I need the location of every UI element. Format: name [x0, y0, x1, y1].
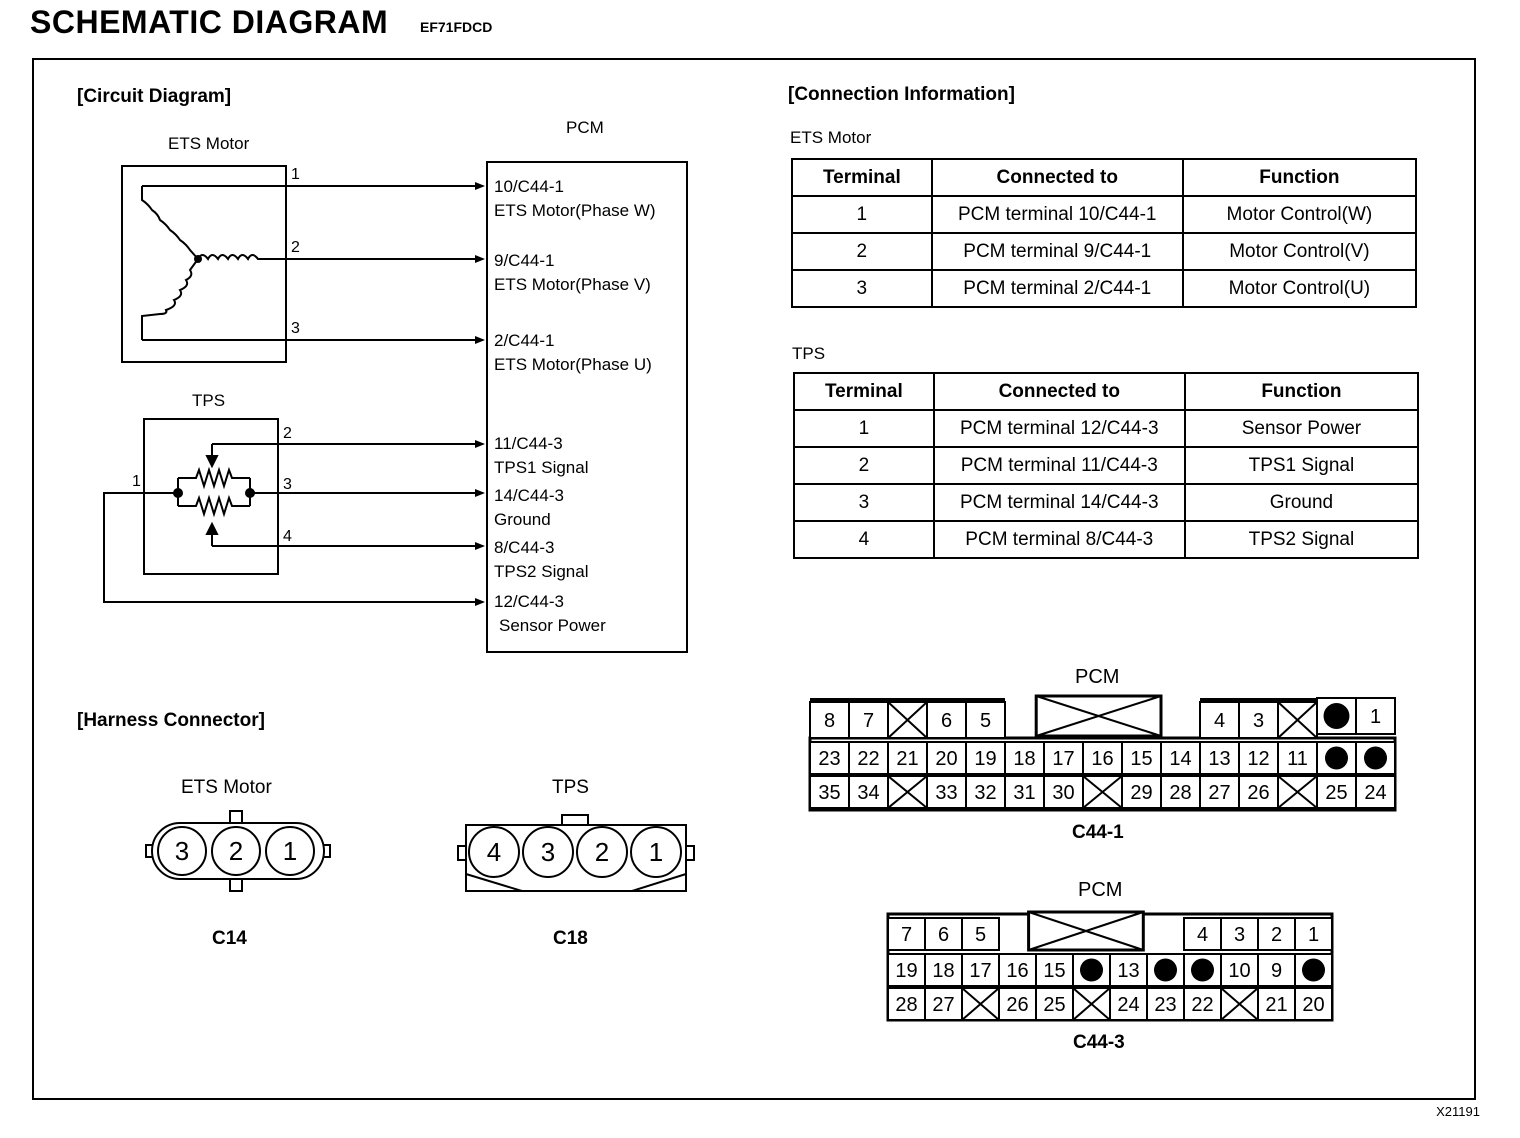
c44-1-pin: [1317, 742, 1356, 774]
pcm-label: PCM: [566, 118, 604, 137]
c18-pin-3-label: 3: [540, 837, 556, 867]
c44-3-pin: [888, 988, 925, 1020]
c18-label: TPS: [552, 777, 589, 798]
svg-text:9: 9: [1270, 960, 1283, 982]
tps-pin-2: 2: [283, 425, 292, 442]
c44-1-pin: [966, 742, 1005, 774]
pcm-signal-name: Ground: [494, 510, 551, 529]
c44-3-pin: [1258, 954, 1295, 986]
svg-text:1: 1: [1369, 706, 1382, 728]
table-header-row: [792, 159, 1416, 196]
header-connected-to: Connected to: [932, 159, 1183, 196]
svg-text:2: 2: [1270, 924, 1283, 946]
tps-table: [793, 372, 1419, 559]
c44-3-pin: [1147, 988, 1184, 1020]
c44-3-pin: [1258, 918, 1295, 950]
cell-terminal: 4: [794, 521, 934, 558]
c44-3-pin: [888, 954, 925, 986]
c14-label: ETS Motor: [181, 777, 272, 798]
cell-function: Motor Control(U): [1183, 270, 1416, 307]
pcm-signal-terminal: 12/C44-3: [494, 592, 564, 611]
c14-connector: [130, 805, 350, 895]
svg-text:20: 20: [935, 748, 958, 770]
svg-text:26: 26: [1247, 782, 1270, 804]
c14-pin-1-label: 1: [282, 836, 298, 866]
pcm-signal-4: [494, 484, 564, 532]
svg-text:12: 12: [1247, 748, 1270, 770]
document-code: EF71FDCD: [420, 19, 493, 35]
c44-1-pin: [1278, 742, 1317, 774]
c44-1-pin: [1200, 742, 1239, 774]
c44-1-pin: [1005, 776, 1044, 808]
svg-text:24: 24: [1117, 994, 1140, 1016]
resistor-2: [178, 498, 250, 514]
c44-3-pin: [925, 988, 962, 1020]
svg-text:33: 33: [935, 782, 958, 804]
c44-1-pin: [1278, 702, 1317, 738]
c44-1-pin: [1083, 776, 1122, 808]
svg-text:6: 6: [940, 710, 953, 732]
svg-text:15: 15: [1130, 748, 1153, 770]
c44-3-pin: [888, 918, 925, 950]
resistor-1: [178, 470, 250, 486]
c44-3-pin: [1221, 918, 1258, 950]
svg-text:13: 13: [1117, 960, 1140, 982]
pcm-signal-6: [494, 590, 606, 638]
connection-info-title: [Connection Information]: [788, 84, 1015, 105]
table-row: [794, 521, 1418, 558]
svg-text:24: 24: [1364, 782, 1387, 804]
c44-1-pin: [849, 702, 888, 738]
table-row: [792, 270, 1416, 307]
svg-text:6: 6: [937, 924, 950, 946]
cell-function: Motor Control(V): [1183, 233, 1416, 270]
header-connected-to: Connected to: [934, 373, 1185, 410]
cell-connected-to: PCM terminal 14/C44-3: [934, 484, 1185, 521]
svg-text:13: 13: [1208, 748, 1231, 770]
c44-3-pin: [1295, 918, 1332, 950]
header-terminal: Terminal: [794, 373, 934, 410]
c18-pin-1-label: 1: [648, 837, 664, 867]
page-title: SCHEMATIC DIAGRAM: [30, 4, 389, 40]
c44-3-pcm-label: PCM: [1078, 879, 1123, 901]
svg-text:27: 27: [932, 994, 955, 1016]
ets-motor-label: ETS Motor: [168, 134, 250, 153]
c44-3-pin: [1221, 988, 1258, 1020]
svg-text:17: 17: [1052, 748, 1075, 770]
tps-pin-1: 1: [132, 473, 141, 490]
c44-1-pin: [966, 702, 1005, 738]
svg-text:26: 26: [1006, 994, 1029, 1016]
cell-function: Sensor Power: [1185, 410, 1418, 447]
c44-1-pin: [810, 742, 849, 774]
c44-3-pin: [962, 988, 999, 1020]
c44-1-pin: [1356, 742, 1395, 774]
pcm-signal-name: ETS Motor(Phase V): [494, 275, 651, 294]
svg-text:35: 35: [818, 782, 841, 804]
ets-motor-box: [122, 166, 286, 362]
c44-3-pin: [1184, 918, 1221, 950]
cell-connected-to: PCM terminal 8/C44-3: [934, 521, 1185, 558]
c44-1-pin: [1239, 702, 1278, 738]
c44-3-pin: [1184, 988, 1221, 1020]
c44-1-connector: [800, 690, 1410, 820]
pcm-signal-name: Sensor Power: [499, 616, 606, 635]
c18-pin-2-label: 2: [594, 837, 610, 867]
svg-text:1: 1: [1307, 924, 1320, 946]
pcm-signal-name: TPS2 Signal: [494, 562, 589, 581]
figure-id: X21191: [1436, 1104, 1480, 1119]
cell-terminal: 3: [794, 484, 934, 521]
c44-3-pin: [1073, 954, 1110, 986]
pcm-signal-terminal: 2/C44-1: [494, 331, 555, 350]
c44-3-pin: [925, 954, 962, 986]
cell-terminal: 3: [792, 270, 932, 307]
c44-1-pin: [1200, 776, 1239, 808]
c44-3-pin: [962, 918, 999, 950]
harness-connector-title: [Harness Connector]: [77, 710, 265, 731]
c44-1-pin: [1239, 742, 1278, 774]
header-function: Function: [1183, 159, 1416, 196]
c44-1-pin: [810, 776, 849, 808]
ets-motor-table-caption: ETS Motor: [790, 128, 872, 147]
c44-3-pin: [925, 918, 962, 950]
ets-motor-table: [791, 158, 1417, 308]
svg-text:17: 17: [969, 960, 992, 982]
svg-text:21: 21: [896, 748, 919, 770]
c44-1-pin: [1278, 776, 1317, 808]
ets-pin-3: 3: [291, 320, 300, 337]
c44-3-pin: [1258, 988, 1295, 1020]
pcm-signal-terminal: 9/C44-1: [494, 251, 555, 270]
svg-text:28: 28: [895, 994, 918, 1016]
c44-3-connector: [880, 906, 1340, 1026]
svg-text:15: 15: [1043, 960, 1066, 982]
c44-1-pin: [1122, 776, 1161, 808]
cell-connected-to: PCM terminal 2/C44-1: [932, 270, 1183, 307]
svg-text:32: 32: [974, 782, 997, 804]
c44-1-pin: [1083, 742, 1122, 774]
cell-connected-to: PCM terminal 12/C44-3: [934, 410, 1185, 447]
pcm-signal-terminal: 11/C44-3: [494, 434, 563, 453]
svg-text:18: 18: [1013, 748, 1036, 770]
svg-text:7: 7: [862, 710, 875, 732]
winding-v: [198, 255, 266, 259]
c44-1-pin: [1317, 698, 1356, 734]
svg-text:16: 16: [1091, 748, 1114, 770]
cell-terminal: 2: [792, 233, 932, 270]
header-terminal: Terminal: [792, 159, 932, 196]
cell-terminal: 2: [794, 447, 934, 484]
table-row: [792, 233, 1416, 270]
ets-pin-1: 1: [291, 166, 300, 183]
c14-name: C14: [212, 928, 247, 949]
svg-text:14: 14: [1169, 748, 1192, 770]
c44-3-pin: [1036, 988, 1073, 1020]
ets-pin-2: 2: [291, 239, 300, 256]
svg-text:25: 25: [1325, 782, 1348, 804]
svg-text:4: 4: [1196, 924, 1209, 946]
c44-1-pin: [1200, 702, 1239, 738]
c14-pin-2-label: 2: [228, 836, 244, 866]
c44-1-pin: [1161, 742, 1200, 774]
c44-1-pin: [1044, 776, 1083, 808]
c44-3-pin: [1110, 988, 1147, 1020]
c44-1-pin: [927, 776, 966, 808]
circuit-diagram-title: [Circuit Diagram]: [77, 86, 232, 107]
table-row: [792, 196, 1416, 233]
c44-3-pin: [1073, 988, 1110, 1020]
svg-text:25: 25: [1043, 994, 1066, 1016]
svg-text:22: 22: [857, 748, 880, 770]
c44-1-pin: [1044, 742, 1083, 774]
c44-3-pin: [962, 954, 999, 986]
c44-1-pin: [810, 702, 849, 738]
svg-text:10: 10: [1228, 960, 1251, 982]
wire-tps-1: [104, 493, 483, 602]
c44-3-pin: [1295, 988, 1332, 1020]
svg-text:3: 3: [1252, 710, 1265, 732]
cell-connected-to: PCM terminal 11/C44-3: [934, 447, 1185, 484]
svg-text:11: 11: [1287, 748, 1308, 770]
cell-function: Ground: [1185, 484, 1418, 521]
c44-3-pin: [1295, 954, 1332, 986]
pcm-signal-name: ETS Motor(Phase W): [494, 201, 656, 220]
c44-1-pin: [1122, 742, 1161, 774]
c44-1-pin: [1161, 776, 1200, 808]
svg-text:20: 20: [1302, 994, 1325, 1016]
tps-label: TPS: [192, 391, 226, 410]
svg-text:29: 29: [1130, 782, 1153, 804]
svg-text:23: 23: [1154, 994, 1177, 1016]
c44-3-pin: [1221, 954, 1258, 986]
svg-text:7: 7: [900, 924, 913, 946]
svg-text:5: 5: [974, 924, 987, 946]
cell-connected-to: PCM terminal 9/C44-1: [932, 233, 1183, 270]
svg-text:31: 31: [1013, 782, 1036, 804]
cell-function: TPS2 Signal: [1185, 521, 1418, 558]
c44-1-pcm-label: PCM: [1075, 666, 1120, 688]
table-row: [794, 484, 1418, 521]
svg-text:3: 3: [1233, 924, 1246, 946]
svg-text:19: 19: [895, 960, 918, 982]
svg-text:4: 4: [1213, 710, 1226, 732]
c44-3-pin: [1036, 954, 1073, 986]
c44-3-name: C44-3: [1073, 1032, 1125, 1053]
c44-1-pin: [927, 742, 966, 774]
c44-3-pin: [999, 988, 1036, 1020]
pcm-signal-terminal: 8/C44-3: [494, 538, 555, 557]
svg-text:30: 30: [1052, 782, 1075, 804]
svg-text:8: 8: [823, 710, 836, 732]
svg-text:22: 22: [1191, 994, 1214, 1016]
c44-1-pin: [1356, 698, 1395, 734]
c44-1-pin: [1317, 776, 1356, 808]
c44-3-pin: [999, 954, 1036, 986]
c44-1-pin: [1239, 776, 1278, 808]
cell-function: Motor Control(W): [1183, 196, 1416, 233]
pcm-signal-terminal: 10/C44-1: [494, 177, 564, 196]
pcm-signal-name: TPS1 Signal: [494, 458, 589, 477]
svg-text:5: 5: [979, 710, 992, 732]
header-function: Function: [1185, 373, 1418, 410]
c44-1-pin: [927, 702, 966, 738]
c44-1-pin: [849, 776, 888, 808]
tps-pin-3: 3: [283, 476, 292, 493]
pcm-signal-2: [494, 329, 652, 377]
winding-u: [142, 259, 198, 340]
cell-connected-to: PCM terminal 10/C44-1: [932, 196, 1183, 233]
c44-1-pin: [888, 702, 927, 738]
pcm-signal-terminal: 14/C44-3: [494, 486, 564, 505]
c44-3-pin: [1147, 954, 1184, 986]
c18-pin-4-label: 4: [486, 837, 502, 867]
pcm-signal-5: [494, 536, 589, 584]
svg-text:18: 18: [932, 960, 955, 982]
star-node: [195, 256, 201, 262]
pcm-signal-0: [494, 175, 656, 223]
svg-text:16: 16: [1006, 960, 1029, 982]
c44-3-pin: [1184, 954, 1221, 986]
c44-3-pin: [1110, 954, 1147, 986]
tps-pin-4: 4: [283, 528, 292, 545]
c44-1-pin: [888, 776, 927, 808]
c44-1-name: C44-1: [1072, 822, 1124, 843]
table-header-row: [794, 373, 1418, 410]
table-row: [794, 447, 1418, 484]
pcm-signal-3: [494, 432, 589, 480]
pcm-signal-name: ETS Motor(Phase U): [494, 355, 652, 374]
svg-text:23: 23: [818, 748, 841, 770]
c44-1-pin: [1005, 742, 1044, 774]
svg-text:21: 21: [1265, 994, 1288, 1016]
tps-table-caption: TPS: [792, 344, 826, 363]
cell-function: TPS1 Signal: [1185, 447, 1418, 484]
pcm-signal-1: [494, 249, 651, 297]
c44-1-pin: [1356, 776, 1395, 808]
c44-1-pin: [849, 742, 888, 774]
c44-1-pin: [888, 742, 927, 774]
c18-connector: [452, 810, 702, 900]
cell-terminal: 1: [792, 196, 932, 233]
svg-text:28: 28: [1169, 782, 1192, 804]
c44-1-pin: [966, 776, 1005, 808]
cell-terminal: 1: [794, 410, 934, 447]
c14-pin-3-label: 3: [174, 836, 190, 866]
svg-text:34: 34: [857, 782, 880, 804]
tps-box: [144, 419, 278, 574]
winding-w: [142, 186, 198, 259]
svg-text:19: 19: [974, 748, 997, 770]
svg-text:27: 27: [1208, 782, 1231, 804]
c18-name: C18: [553, 928, 588, 949]
table-row: [794, 410, 1418, 447]
